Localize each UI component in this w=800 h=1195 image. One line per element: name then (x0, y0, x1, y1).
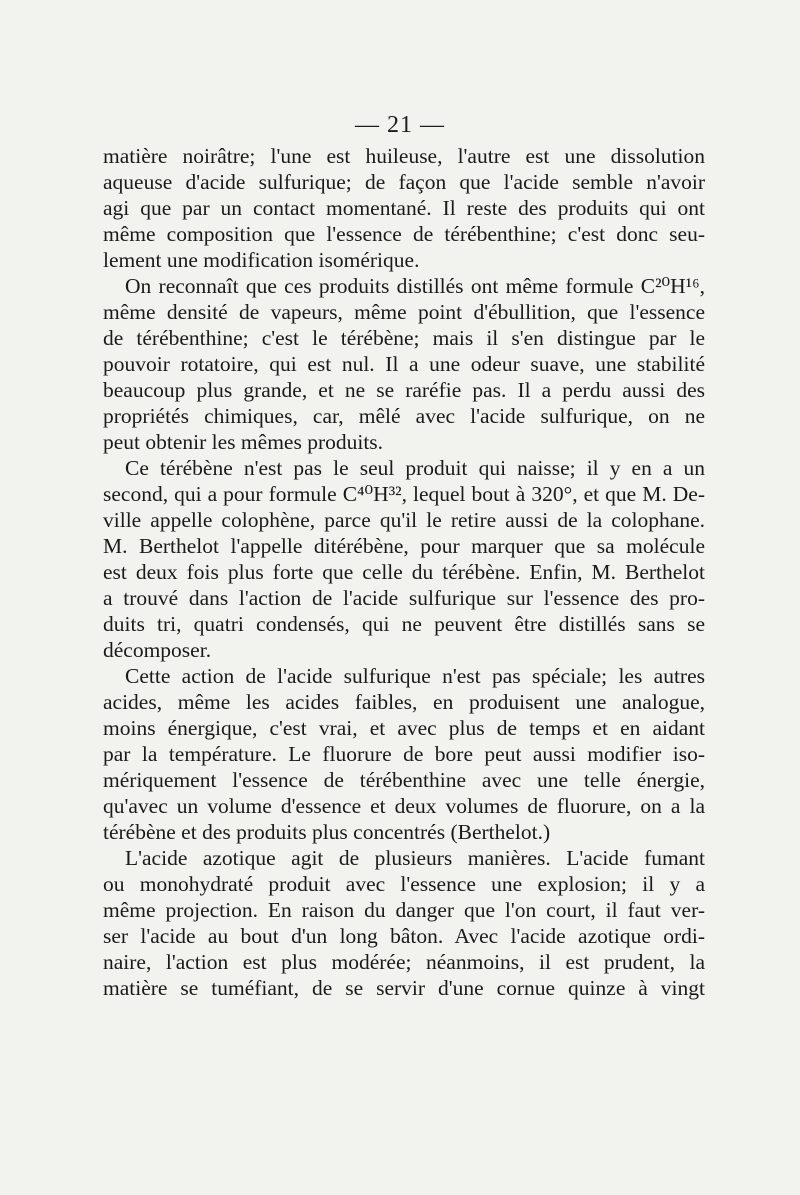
text-line: même projection. En raison du danger que l'on court, il faut ver- (103, 898, 705, 922)
text-line: mériquement l'essence de térébenthine avec une telle énergie, (103, 768, 705, 792)
text-line: ou monohydraté produit avec l'essence une explosion; il y a (103, 872, 705, 896)
text-line: peut obtenir les mêmes produits. (103, 430, 384, 454)
text-line: M. Berthelot l'appelle ditérébène, pour marquer que sa molécule (103, 534, 705, 558)
text-line: acides, même les acides faibles, en produisent une analogue, (103, 690, 705, 714)
text-line: L'acide azotique agit de plusieurs manières. L'acide fumant (125, 846, 705, 870)
text-line: beaucoup plus grande, et ne se raréfie pas. Il a perdu aussi des (103, 378, 705, 402)
text-line: duits tri, quatri condensés, qui ne peuvent être distillés sans se (103, 612, 705, 636)
text-line: décomposer. (103, 638, 212, 662)
text-line: propriétés chimiques, car, mêlé avec l'acide sulfurique, on ne (103, 404, 705, 428)
text-line: agi que par un contact momentané. Il reste des produits qui ont (103, 196, 705, 220)
text-line: Ce térébène n'est pas le seul produit qui naisse; il y en a un (125, 456, 705, 480)
text-line: est deux fois plus forte que celle du térébène. Enfin, M. Berthelot (103, 560, 705, 584)
paragraph-3 (103, 455, 705, 663)
text-line: pouvoir rotatoire, qui est nul. Il a une odeur suave, une stabilité (103, 352, 705, 376)
text-line: a trouvé dans l'action de l'acide sulfurique sur l'essence des pro- (103, 586, 705, 610)
paragraph-4 (103, 663, 705, 845)
text-line: matière se tuméfiant, de se servir d'une cornue quinze à vingt (103, 976, 705, 1000)
text-line: qu'avec un volume d'essence et deux volumes de fluorure, on a la (103, 794, 705, 818)
text-line: lement une modification isomérique. (103, 248, 420, 272)
text-line: On reconnaît que ces produits distillés ont même formule C²⁰H¹⁶, (125, 274, 705, 298)
page-number: — 21 — (355, 112, 445, 138)
body-text (103, 143, 705, 1001)
text-line: aqueuse d'acide sulfurique; de façon que l'acide semble n'avoir (103, 170, 705, 194)
text-line: térébène et des produits plus concentrés (Berthelot.) (103, 820, 551, 844)
paragraph-1 (103, 143, 705, 273)
text-line: matière noirâtre; l'une est huileuse, l'autre est une dissolution (103, 144, 705, 168)
text-line: même composition que l'essence de térébenthine; c'est donc seu- (103, 222, 705, 246)
paragraph-5 (103, 845, 705, 1001)
text-line: de térébenthine; c'est le térébène; mais il s'en distingue par le (103, 326, 705, 350)
text-line: même densité de vapeurs, même point d'ébullition, que l'essence (103, 300, 705, 324)
text-line: second, qui a pour formule C⁴⁰H³², lequel bout à 320°, et que M. De- (103, 482, 705, 506)
text-line: Cette action de l'acide sulfurique n'est pas spéciale; les autres (125, 664, 705, 688)
text-line: naire, l'action est plus modérée; néanmoins, il est prudent, la (103, 950, 705, 974)
text-line: moins énergique, c'est vrai, et avec plus de temps et en aidant (103, 716, 705, 740)
text-line: par la température. Le fluorure de bore peut aussi modifier iso- (103, 742, 705, 766)
text-line: ser l'acide au bout d'un long bâton. Avec l'acide azotique ordi- (103, 924, 705, 948)
text-line: ville appelle colophène, parce qu'il le retire aussi de la colophane. (103, 508, 705, 532)
paragraph-2 (103, 273, 705, 455)
